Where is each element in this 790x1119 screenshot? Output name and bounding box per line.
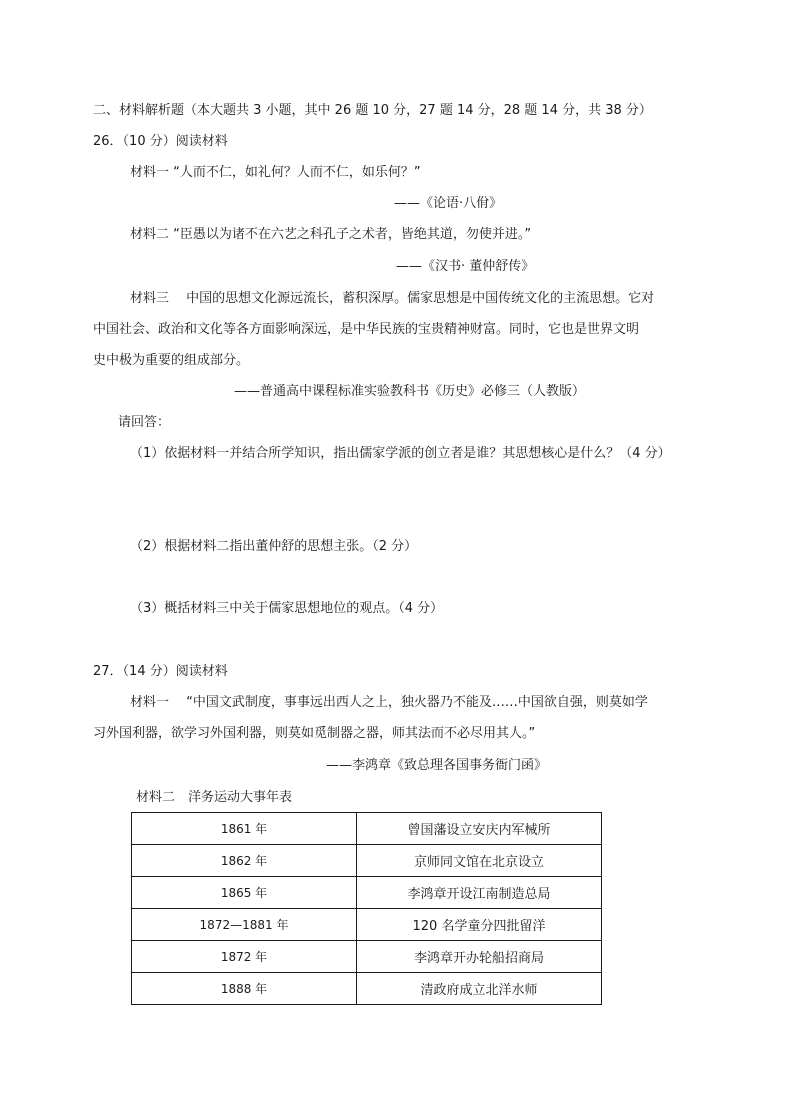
q26-material-1-source: ——《论语·八佾》: [394, 196, 503, 211]
q26-material-3-line-1: 材料三 中国的思想文化源远流长，蓄积深厚。儒家思想是中国传统文化的主流思想。它对: [130, 291, 655, 306]
table-row: [132, 877, 602, 909]
q26-material-2-source: ——《汉书· 董仲舒传》: [396, 259, 535, 274]
question-27-title: 27．（14 分）阅读材料: [93, 664, 228, 679]
year-cell: 1872 年: [132, 941, 357, 973]
event-cell: 清政府成立北洋水师: [357, 973, 602, 1005]
q27-material-1-source: ——李鸿章《致总理各国事务衙门函》: [326, 758, 548, 773]
q26-material-2: 材料二 “臣愚以为诸不在六艺之科孔子之术者，皆绝其道，勿使并进。”: [130, 227, 532, 242]
q27-material-1-line-2: 习外国利器，欲学习外国利器，则莫如觅制器之器，师其法而不必尽用其人。”: [93, 726, 536, 741]
table-row: [132, 973, 602, 1005]
event-cell: 120 名学童分四批留洋: [357, 909, 602, 941]
q26-material-1: 材料一 “人而不仁，如礼何？人而不仁，如乐何？”: [130, 165, 421, 180]
section-heading: 二、材料解析题（本大题共 3 小题，其中 26 题 10 分，27 题 14 分，28 题 14 分，共 38 分）: [93, 103, 652, 118]
year-cell: 1872—1881 年: [132, 909, 357, 941]
table-row: [132, 941, 602, 973]
q27-material-1-line-1: 材料一 “中国文武制度，事事远出西人之上，独火器乃不能及……中国欲自强，则莫如学: [130, 695, 648, 710]
q26-material-3-source: ——普通高中课程标准实验教科书《历史》必修三（人教版）: [234, 384, 586, 399]
event-cell: 京师同文馆在北京设立: [357, 845, 602, 877]
please-answer-label: 请回答：: [118, 415, 171, 430]
q26-material-3-line-2: 中国社会、政治和文化等各方面影响深远，是中华民族的宝贵精神财富。同时，它也是世界文明: [93, 322, 640, 337]
q26-material-3-line-3: 史中极为重要的组成部分。: [93, 353, 250, 368]
question-26-title: 26．（10 分）阅读材料: [93, 134, 228, 149]
events-table: [131, 812, 602, 1005]
q27-table-caption: 材料二 洋务运动大事年表: [136, 790, 293, 805]
year-cell: 1865 年: [132, 877, 357, 909]
event-cell: 李鸿章开设江南制造总局: [357, 877, 602, 909]
q26-subquestion-2: （2）根据材料二指出董仲舒的思想主张。（2 分）: [130, 539, 418, 554]
table-row: [132, 813, 602, 845]
event-cell: 曾国藩设立安庆内军械所: [357, 813, 602, 845]
table-row: [132, 909, 602, 941]
q26-subquestion-1: （1）依据材料一并结合所学知识，指出儒家学派的创立者是谁？其思想核心是什么？（4 分）: [130, 446, 671, 461]
year-cell: 1888 年: [132, 973, 357, 1005]
q26-subquestion-3: （3）概括材料三中关于儒家思想地位的观点。（4 分）: [130, 601, 444, 616]
event-cell: 李鸿章开办轮船招商局: [357, 941, 602, 973]
year-cell: 1862 年: [132, 845, 357, 877]
table-row: [132, 845, 602, 877]
year-cell: 1861 年: [132, 813, 357, 845]
